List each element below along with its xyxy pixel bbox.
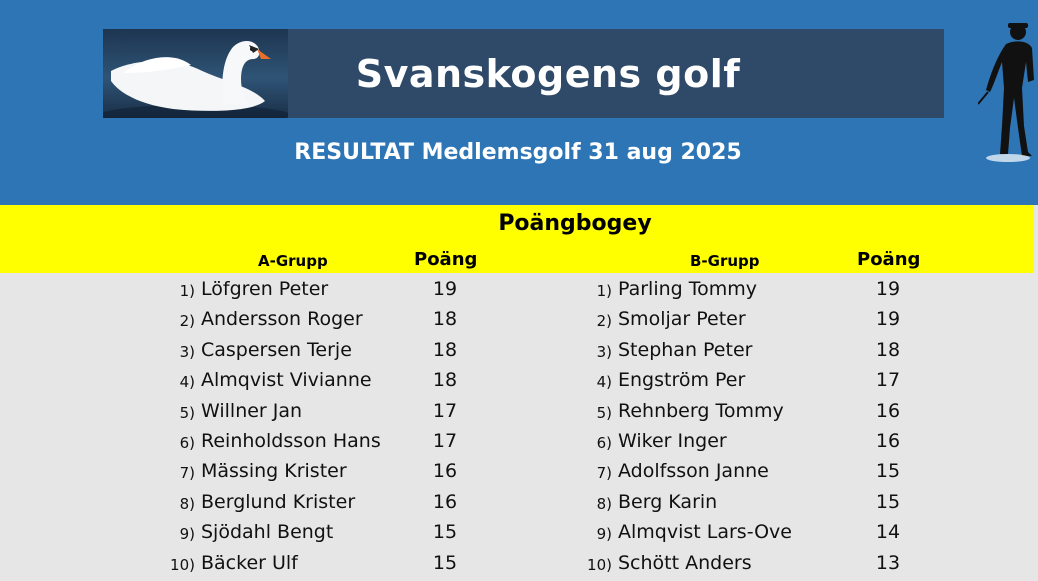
player-points: 19 bbox=[432, 278, 458, 300]
player-name: Adolfsson Janne bbox=[618, 460, 769, 483]
list-item bbox=[0, 549, 1000, 579]
rank: 4) bbox=[596, 373, 612, 392]
player-name: Engström Per bbox=[618, 369, 746, 392]
player-points: 15 bbox=[875, 460, 901, 483]
player-name: Smoljar Peter bbox=[618, 308, 746, 331]
player-name: Reinholdsson Hans bbox=[201, 429, 381, 452]
list-item bbox=[0, 305, 1000, 335]
player-name: Bäcker Ulf bbox=[201, 551, 298, 574]
rank: 9) bbox=[179, 525, 195, 544]
rank: 4) bbox=[179, 373, 195, 392]
group-b-list bbox=[0, 275, 1000, 579]
rank: 8) bbox=[596, 494, 612, 513]
player-name: Mässing Krister bbox=[201, 460, 347, 483]
player-name: Berglund Krister bbox=[201, 490, 356, 513]
player-points: 18 bbox=[432, 369, 458, 392]
player-name: Almqvist Lars-Ove bbox=[618, 521, 792, 544]
player-name: Andersson Roger bbox=[201, 308, 363, 331]
group-b-title: B-Grupp bbox=[690, 252, 760, 270]
list-item bbox=[0, 518, 1000, 548]
player-name: Stephan Peter bbox=[618, 338, 753, 361]
player-name: Parling Tommy bbox=[618, 278, 758, 300]
rank: 5) bbox=[596, 403, 612, 422]
rank: 3) bbox=[179, 342, 195, 361]
player-name: Caspersen Terje bbox=[201, 338, 352, 361]
player-points: 18 bbox=[432, 308, 458, 331]
player-name: Wiker Inger bbox=[618, 429, 727, 452]
rank: 1) bbox=[179, 282, 195, 300]
list-item bbox=[0, 397, 1000, 427]
rank: 10) bbox=[587, 555, 612, 574]
player-points: 16 bbox=[432, 460, 458, 483]
list-item bbox=[0, 275, 1000, 305]
rank: 10) bbox=[170, 555, 195, 574]
player-points: 19 bbox=[875, 278, 901, 300]
group-a-title: A-Grupp bbox=[258, 252, 328, 270]
swan-image bbox=[103, 29, 288, 118]
player-points: 17 bbox=[432, 429, 458, 452]
rank: 7) bbox=[596, 464, 612, 483]
player-name: Löfgren Peter bbox=[201, 278, 329, 300]
rank: 2) bbox=[179, 312, 195, 331]
group-a-points-header: Poäng bbox=[414, 249, 478, 270]
player-points: 19 bbox=[875, 308, 901, 331]
player-points: 16 bbox=[875, 399, 901, 422]
rank: 5) bbox=[179, 403, 195, 422]
rank: 2) bbox=[596, 312, 612, 331]
rank: 6) bbox=[596, 433, 612, 452]
player-points: 16 bbox=[875, 429, 901, 452]
player-name: Berg Karin bbox=[618, 490, 718, 513]
player-points: 15 bbox=[875, 490, 901, 513]
player-points: 15 bbox=[432, 551, 458, 574]
player-points: 15 bbox=[432, 521, 458, 544]
player-points: 14 bbox=[875, 521, 901, 544]
player-points: 18 bbox=[432, 338, 458, 361]
player-points: 13 bbox=[875, 551, 901, 574]
player-points: 18 bbox=[875, 338, 901, 361]
list-item bbox=[0, 366, 1000, 396]
rank: 8) bbox=[179, 494, 195, 513]
group-b-points-header: Poäng bbox=[857, 249, 921, 270]
player-name: Willner Jan bbox=[201, 399, 303, 422]
player-name: Almqvist Vivianne bbox=[201, 369, 372, 392]
rank: 6) bbox=[179, 433, 195, 452]
list-item bbox=[0, 336, 1000, 366]
player-name: Rehnberg Tommy bbox=[618, 399, 784, 422]
player-name: Sjödahl Bengt bbox=[201, 521, 334, 544]
player-points: 17 bbox=[432, 399, 458, 422]
rank: 1) bbox=[596, 282, 612, 300]
rank: 3) bbox=[596, 342, 612, 361]
list-item bbox=[0, 457, 1000, 487]
list-item bbox=[0, 427, 1000, 457]
player-name: Schött Anders bbox=[618, 551, 752, 574]
rank: 9) bbox=[596, 525, 612, 544]
player-points: 17 bbox=[875, 369, 901, 392]
competition-format: Poängbogey bbox=[498, 211, 652, 236]
rank: 7) bbox=[179, 464, 195, 483]
list-item bbox=[0, 488, 1000, 518]
results-subtitle: RESULTAT Medlemsgolf 31 aug 2025 bbox=[294, 140, 742, 165]
club-name: Svanskogens golf bbox=[355, 51, 741, 96]
player-points: 16 bbox=[432, 490, 458, 513]
swan-photo bbox=[103, 29, 288, 118]
